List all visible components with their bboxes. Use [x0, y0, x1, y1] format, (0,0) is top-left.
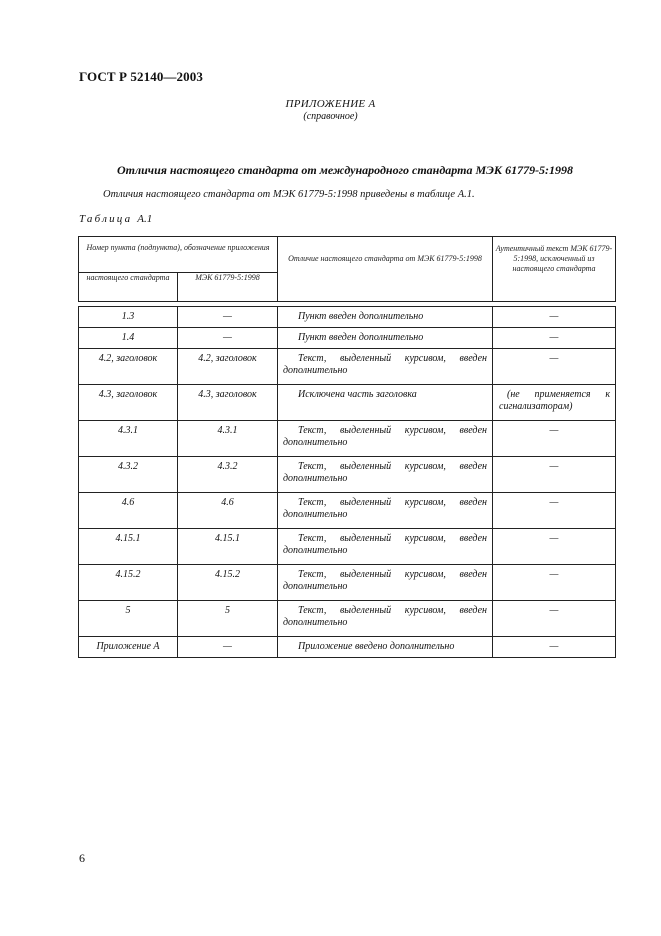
cell-text-line: сигнализаторам): [499, 401, 573, 412]
cell-text-line: дополнительно: [283, 365, 348, 376]
table-row: [79, 601, 616, 637]
cell-text-line: Текст, выделенный курсивом, введен: [298, 461, 487, 472]
cell-diff: [278, 565, 493, 601]
table-row: [79, 349, 616, 385]
cell-iec: 4.2, заголовок: [178, 349, 278, 385]
cell-iec: 4.15.1: [178, 529, 278, 565]
cell-std: 1.4: [79, 328, 178, 349]
table-row: [79, 493, 616, 529]
table-row: [79, 637, 616, 658]
table-row: [79, 328, 616, 349]
cell-auth: —: [493, 637, 616, 658]
cell-diff: [278, 349, 493, 385]
cell-text-line: дополнительно: [283, 509, 348, 520]
cell-std: 4.6: [79, 493, 178, 529]
differences-table: [78, 236, 616, 658]
cell-auth: —: [493, 601, 616, 637]
cell-std: 4.3.2: [79, 457, 178, 493]
cell-std: 5: [79, 601, 178, 637]
cell-iec: 4.3.1: [178, 421, 278, 457]
cell-text-line: дополнительно: [283, 545, 348, 556]
header-difference: Отличие настоящего стандарта от МЭК 61779-5:1998: [278, 237, 493, 302]
cell-auth: —: [493, 457, 616, 493]
table-caption-number: А.1: [137, 213, 153, 225]
cell-iec: 4.3.2: [178, 457, 278, 493]
cell-std: 4.15.2: [79, 565, 178, 601]
cell-iec: 4.6: [178, 493, 278, 529]
cell-diff: Приложение введено дополнительно: [278, 637, 493, 658]
cell-diff: [278, 421, 493, 457]
cell-text-line: (не применяется к: [507, 389, 610, 400]
table-row: [79, 457, 616, 493]
cell-diff: [278, 529, 493, 565]
cell-diff: [278, 493, 493, 529]
cell-std: 4.15.1: [79, 529, 178, 565]
cell-diff: Пункт введен дополнительно: [278, 328, 493, 349]
intro-paragraph: Отличия настоящего стандарта от МЭК 61779-5:1998 приведены в таблице А.1.: [103, 189, 475, 200]
header-clause-number: Номер пункта (подпункта), обозначение приложения: [79, 237, 278, 273]
document-code: ГОСТ Р 52140—2003: [79, 69, 203, 84]
cell-text-line: Текст, выделенный курсивом, введен: [298, 353, 487, 364]
cell-diff: Исключена часть заголовка: [278, 385, 493, 421]
cell-std: 1.3: [79, 307, 178, 328]
table-row: [79, 529, 616, 565]
cell-auth: —: [493, 349, 616, 385]
cell-auth: —: [493, 565, 616, 601]
appendix-title: ПРИЛОЖЕНИЕ А: [285, 98, 376, 110]
cell-std: Приложение А: [79, 637, 178, 658]
cell-diff: [278, 457, 493, 493]
cell-text-line: Текст, выделенный курсивом, введен: [298, 605, 487, 616]
header-this-standard: настоящего стандарта: [79, 273, 178, 302]
cell-auth: —: [493, 307, 616, 328]
cell-text-line: Текст, выделенный курсивом, введен: [298, 569, 487, 580]
cell-text-line: Текст, выделенный курсивом, введен: [298, 425, 487, 436]
cell-iec: 5: [178, 601, 278, 637]
cell-auth: —: [493, 328, 616, 349]
cell-iec: —: [178, 307, 278, 328]
cell-auth: —: [493, 421, 616, 457]
page-number: 6: [79, 851, 85, 865]
table-row: [79, 421, 616, 457]
cell-iec: 4.3, заголовок: [178, 385, 278, 421]
section-heading: Отличия настоящего стандарта от международного стандарта МЭК 61779-5:1998: [116, 163, 574, 177]
cell-std: 4.2, заголовок: [79, 349, 178, 385]
cell-diff: [278, 601, 493, 637]
cell-iec: —: [178, 328, 278, 349]
cell-text-line: дополнительно: [283, 617, 348, 628]
cell-text-line: дополнительно: [283, 473, 348, 484]
appendix-subtitle: (справочное): [303, 111, 358, 122]
cell-iec: —: [178, 637, 278, 658]
cell-text-line: дополнительно: [283, 437, 348, 448]
cell-auth: —: [493, 493, 616, 529]
cell-std: 4.3.1: [79, 421, 178, 457]
cell-text-line: Текст, выделенный курсивом, введен: [298, 533, 487, 544]
table-row: [79, 565, 616, 601]
cell-std: 4.3, заголовок: [79, 385, 178, 421]
cell-auth: [493, 385, 616, 421]
header-iec-standard: МЭК 61779-5:1998: [178, 273, 278, 302]
cell-iec: 4.15.2: [178, 565, 278, 601]
header-authentic-text: Аутентичный текст МЭК 61779-5:1998, исключенный из настоящего стандарта: [493, 237, 616, 302]
cell-diff: Пункт введен дополнительно: [278, 307, 493, 328]
table-caption: [79, 213, 152, 225]
table-row: [79, 307, 616, 328]
cell-text-line: Текст, выделенный курсивом, введен: [298, 497, 487, 508]
table-caption-label: Таблица: [79, 213, 133, 225]
cell-auth: —: [493, 529, 616, 565]
cell-text-line: дополнительно: [283, 581, 348, 592]
table-row: [79, 385, 616, 421]
